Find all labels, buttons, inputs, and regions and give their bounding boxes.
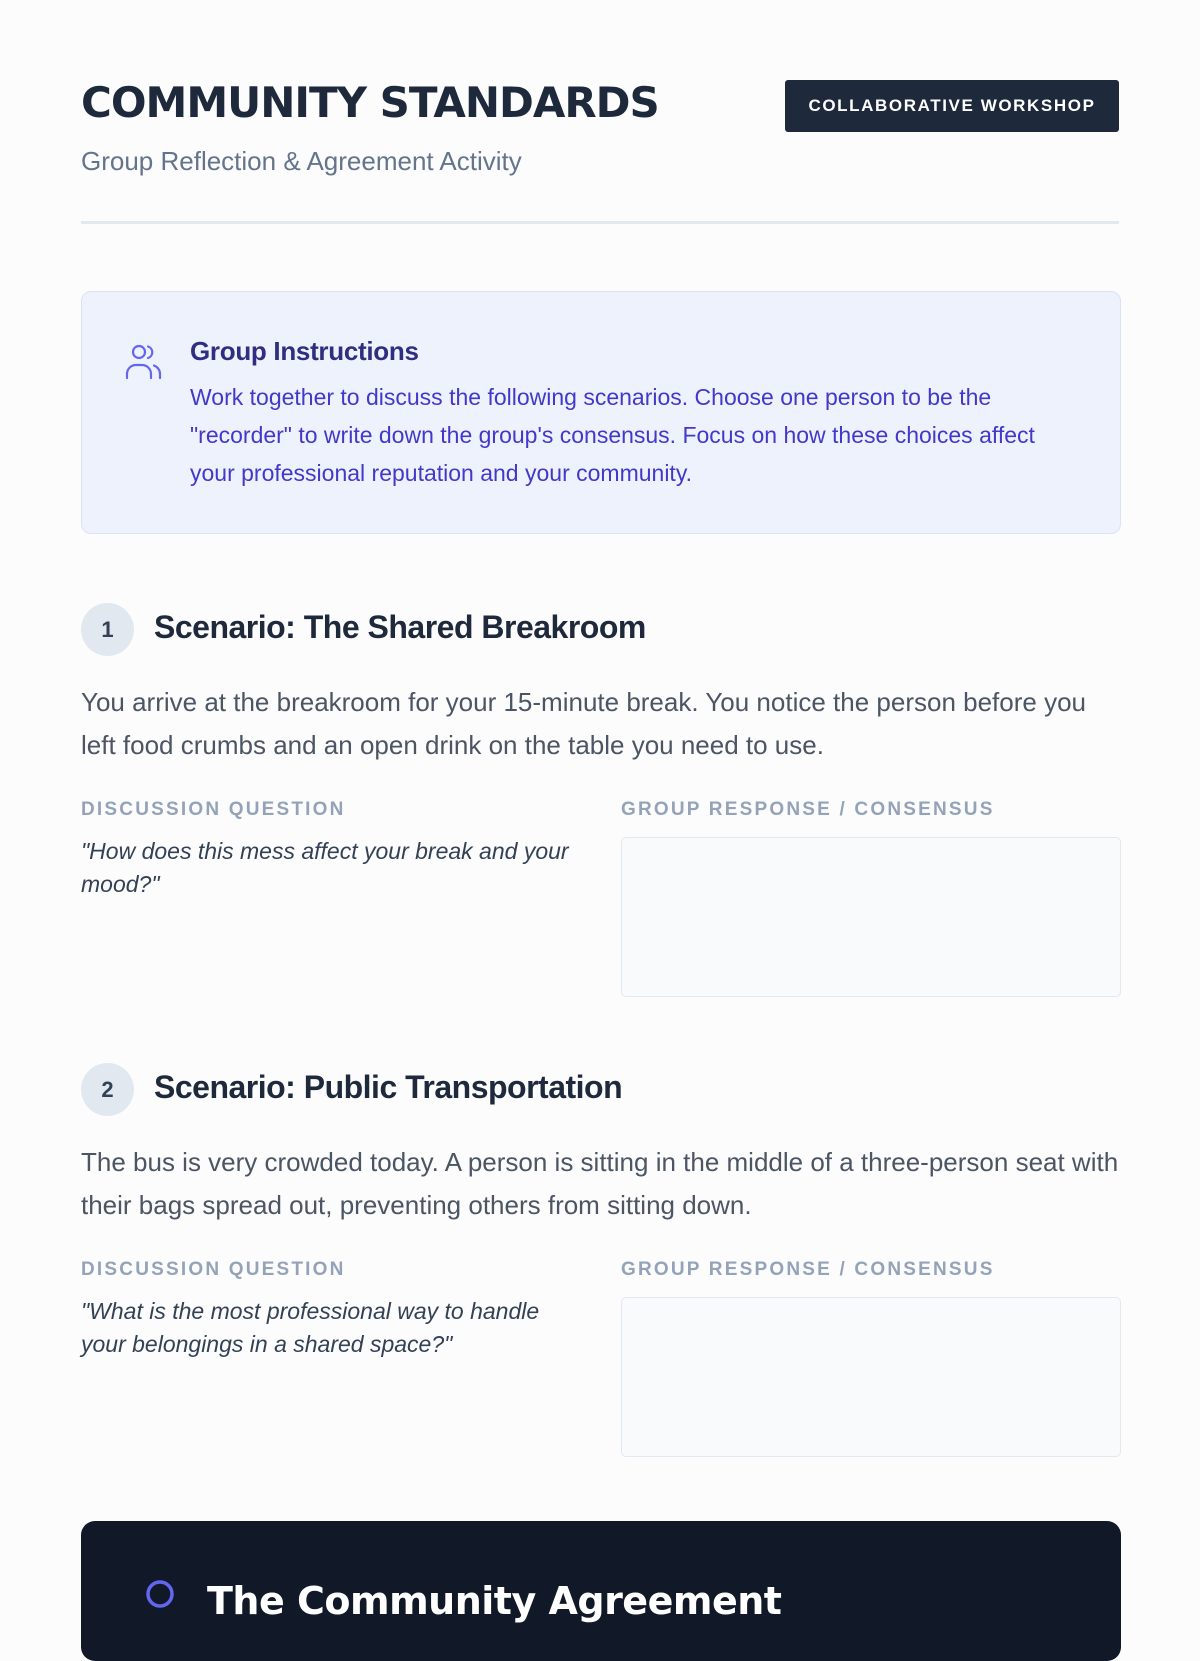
circle-icon (143, 1577, 177, 1611)
scenario-title: Scenario: The Shared Breakroom (154, 609, 646, 645)
instructions-body: Work together to discuss the following scenarios. Choose one person to be the "recorder" to write down the group's consensus. Focus on how these choices affect your professional reputation and your community. (190, 384, 1035, 486)
page-header (81, 0, 1119, 224)
instructions-card (81, 291, 1121, 534)
community-agreement-card (81, 1521, 1121, 1661)
workshop-badge: COLLABORATIVE WORKSHOP (785, 80, 1119, 132)
discussion-question: "How does this mess affect your break and your mood?" (81, 838, 569, 897)
scenario-description: You arrive at the breakroom for your 15-minute break. You notice the person before you left food crumbs and an open drink on the table you need to use. (81, 687, 1086, 760)
scenario-number: 1 (81, 603, 134, 656)
scenario-description: The bus is very crowded today. A person is sitting in the middle of a three-person seat with their bags spread out, preventing others from sitting down. (81, 1147, 1119, 1220)
users-icon (124, 342, 162, 380)
discussion-question: "What is the most professional way to handle your belongings in a shared space?" (81, 1298, 540, 1357)
scenario-title: Scenario: Public Transportation (154, 1069, 623, 1105)
group-response-label: GROUP RESPONSE / CONSENSUS (621, 1259, 995, 1280)
discussion-question-label: DISCUSSION QUESTION (81, 799, 346, 820)
group-response-label: GROUP RESPONSE / CONSENSUS (621, 799, 995, 820)
scenario-number: 2 (81, 1063, 134, 1116)
group-response-box[interactable] (621, 1297, 1121, 1457)
page-subtitle: Group Reflection & Agreement Activity (81, 146, 522, 176)
agreement-title: The Community Agreement (207, 1579, 782, 1623)
page-title: COMMUNITY STANDARDS (81, 78, 659, 127)
group-response-box[interactable] (621, 837, 1121, 997)
instructions-heading: Group Instructions (190, 336, 419, 366)
discussion-question-label: DISCUSSION QUESTION (81, 1259, 346, 1280)
